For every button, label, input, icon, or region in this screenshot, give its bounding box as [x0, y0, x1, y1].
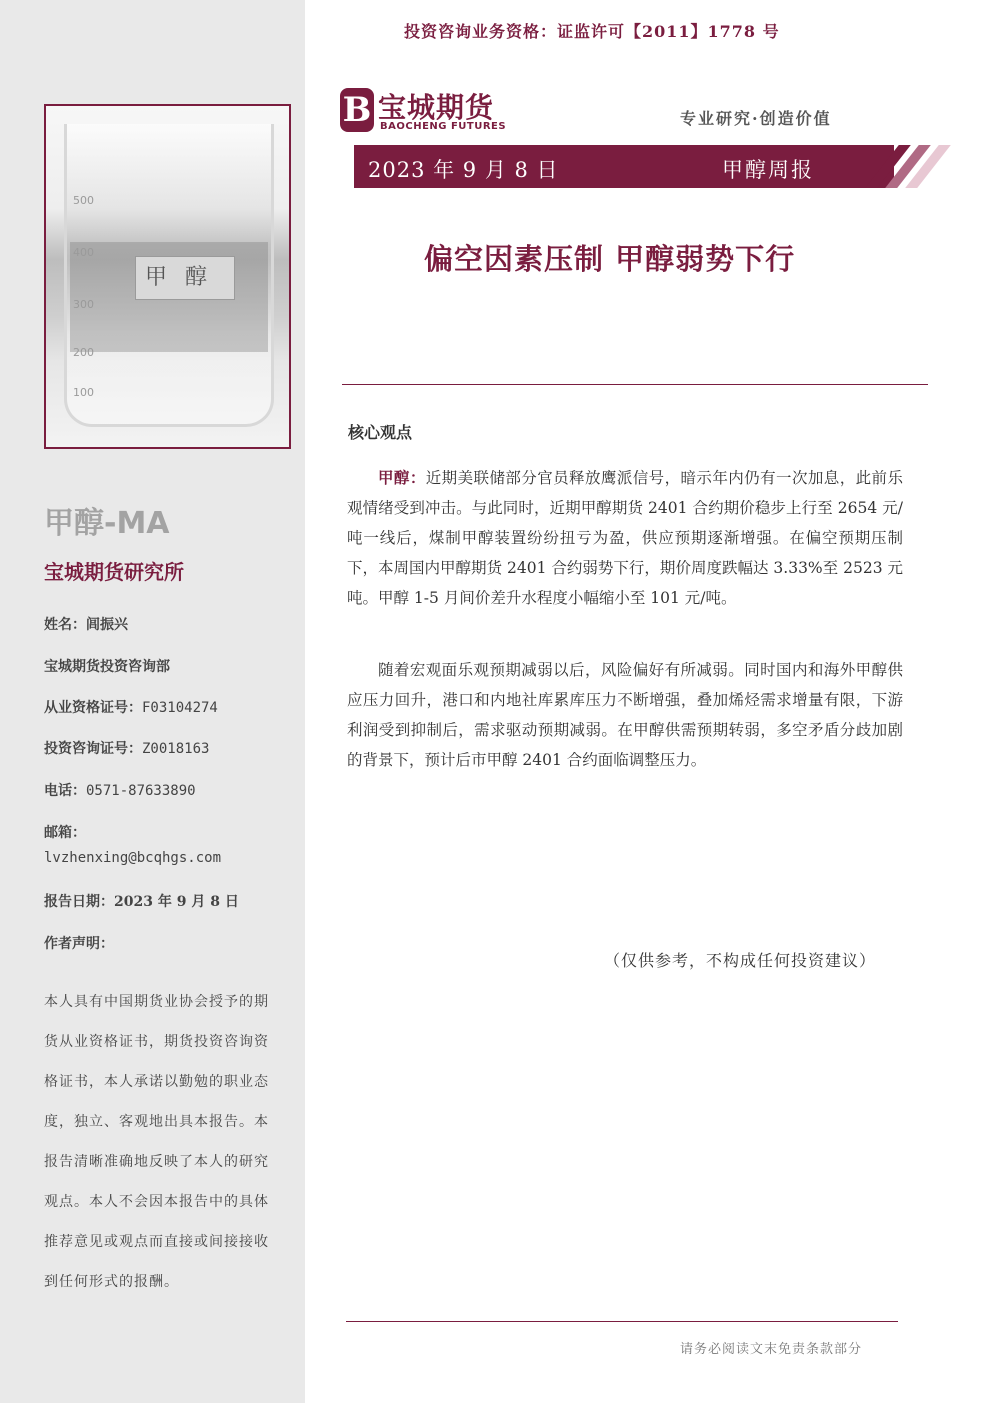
- core-view-paragraph-1: 甲醇：近期美联储部分官员释放鹰派信号，暗示年内仍有一次加息，此前乐观情绪受到冲击。与此同时，近期甲醇期货 2401 合约期价稳步上行至 2654 元/吨一线后，煤制甲醇装置纷纷扭亏为盈，供应预期逐渐增强。在偏空预期压制下，本周国内甲醇期货 2401 合约弱势下行，期价周度跌幅达 3.33%至 2523 元吨。甲醇 1-5 月间价差升水程度小幅缩小至 101 元/吨。: [347, 468, 903, 607]
- email-address[interactable]: lvzhenxing@bcqhgs.com: [44, 850, 222, 866]
- banner-report-type: 甲醇周报: [722, 158, 814, 182]
- department: 宝城期货投资咨询部: [44, 659, 170, 675]
- report-title: 偏空因素压制 甲醇弱势下行: [424, 242, 796, 276]
- beaker-graduation: 300: [73, 298, 94, 311]
- footer-divider: [346, 1321, 898, 1322]
- report-banner: [354, 145, 894, 188]
- investment-disclaimer: （仅供参考，不构成任何投资建议）: [604, 951, 877, 970]
- report-date: 报告日期：2023 年 9 月 8 日: [44, 894, 239, 910]
- analyst-name: 姓名：闾振兴: [44, 617, 128, 633]
- beaker-graduation: 200: [73, 346, 94, 359]
- consulting-number: 投资咨询证号：Z0018163: [44, 741, 210, 757]
- beaker-graduation: 500: [73, 194, 94, 207]
- core-view-paragraph-2: 随着宏观面乐观预期减弱以后，风险偏好有所减弱。同时国内和海外甲醇供应压力回升，港口和内地社库累库压力不断增强，叠加烯烃需求增量有限，下游利润受到抑制后，需求驱动预期减弱。在甲醇供需预期转弱，多空矛盾分歧加剧的背景下，预计后市甲醇 2401 合约面临调整压力。: [347, 661, 903, 769]
- beaker-graduation: 100: [73, 386, 94, 399]
- author-statement: 本人具有中国期货业协会授予的期货从业资格证书，期货投资咨询资格证书，本人承诺以勤勉的职业态度，独立、客观地出具本报告。本报告清晰准确地反映了本人的研究观点。本人不会因本报告中的具体推荐意见或观点而直接或间接接收到任何形式的报酬。: [44, 994, 269, 1290]
- beaker-graduation: 400: [73, 246, 94, 259]
- slogan: 专业研究·创造价值: [680, 109, 832, 128]
- institute-name: 宝城期货研究所: [44, 560, 184, 584]
- footer-note: 请务必阅读文末免责条款部分: [680, 1342, 863, 1357]
- statement-label: 作者声明：: [44, 936, 114, 952]
- company-logo-text: 宝城期货: [378, 91, 495, 124]
- banner-date: 2023 年 9 月 8 日: [368, 158, 559, 182]
- phone: 电话：0571-87633890: [44, 783, 196, 799]
- beaker-label: 甲醇: [135, 256, 235, 300]
- company-logo-english: BAOCHENG FUTURES: [380, 121, 507, 132]
- paragraph-lead: 甲醇：: [378, 468, 426, 487]
- product-code: 甲醇-MA: [44, 506, 170, 541]
- company-logo-icon: B: [340, 88, 374, 132]
- email-label: 邮箱：: [44, 825, 86, 841]
- title-divider: [342, 384, 928, 385]
- section-heading: 核心观点: [348, 423, 413, 442]
- qualification-number: 从业资格证号：F03104274: [44, 700, 218, 716]
- license-line: 投资咨询业务资格：证监许可【2011】1778 号: [404, 22, 780, 41]
- sidebar: [0, 0, 305, 1403]
